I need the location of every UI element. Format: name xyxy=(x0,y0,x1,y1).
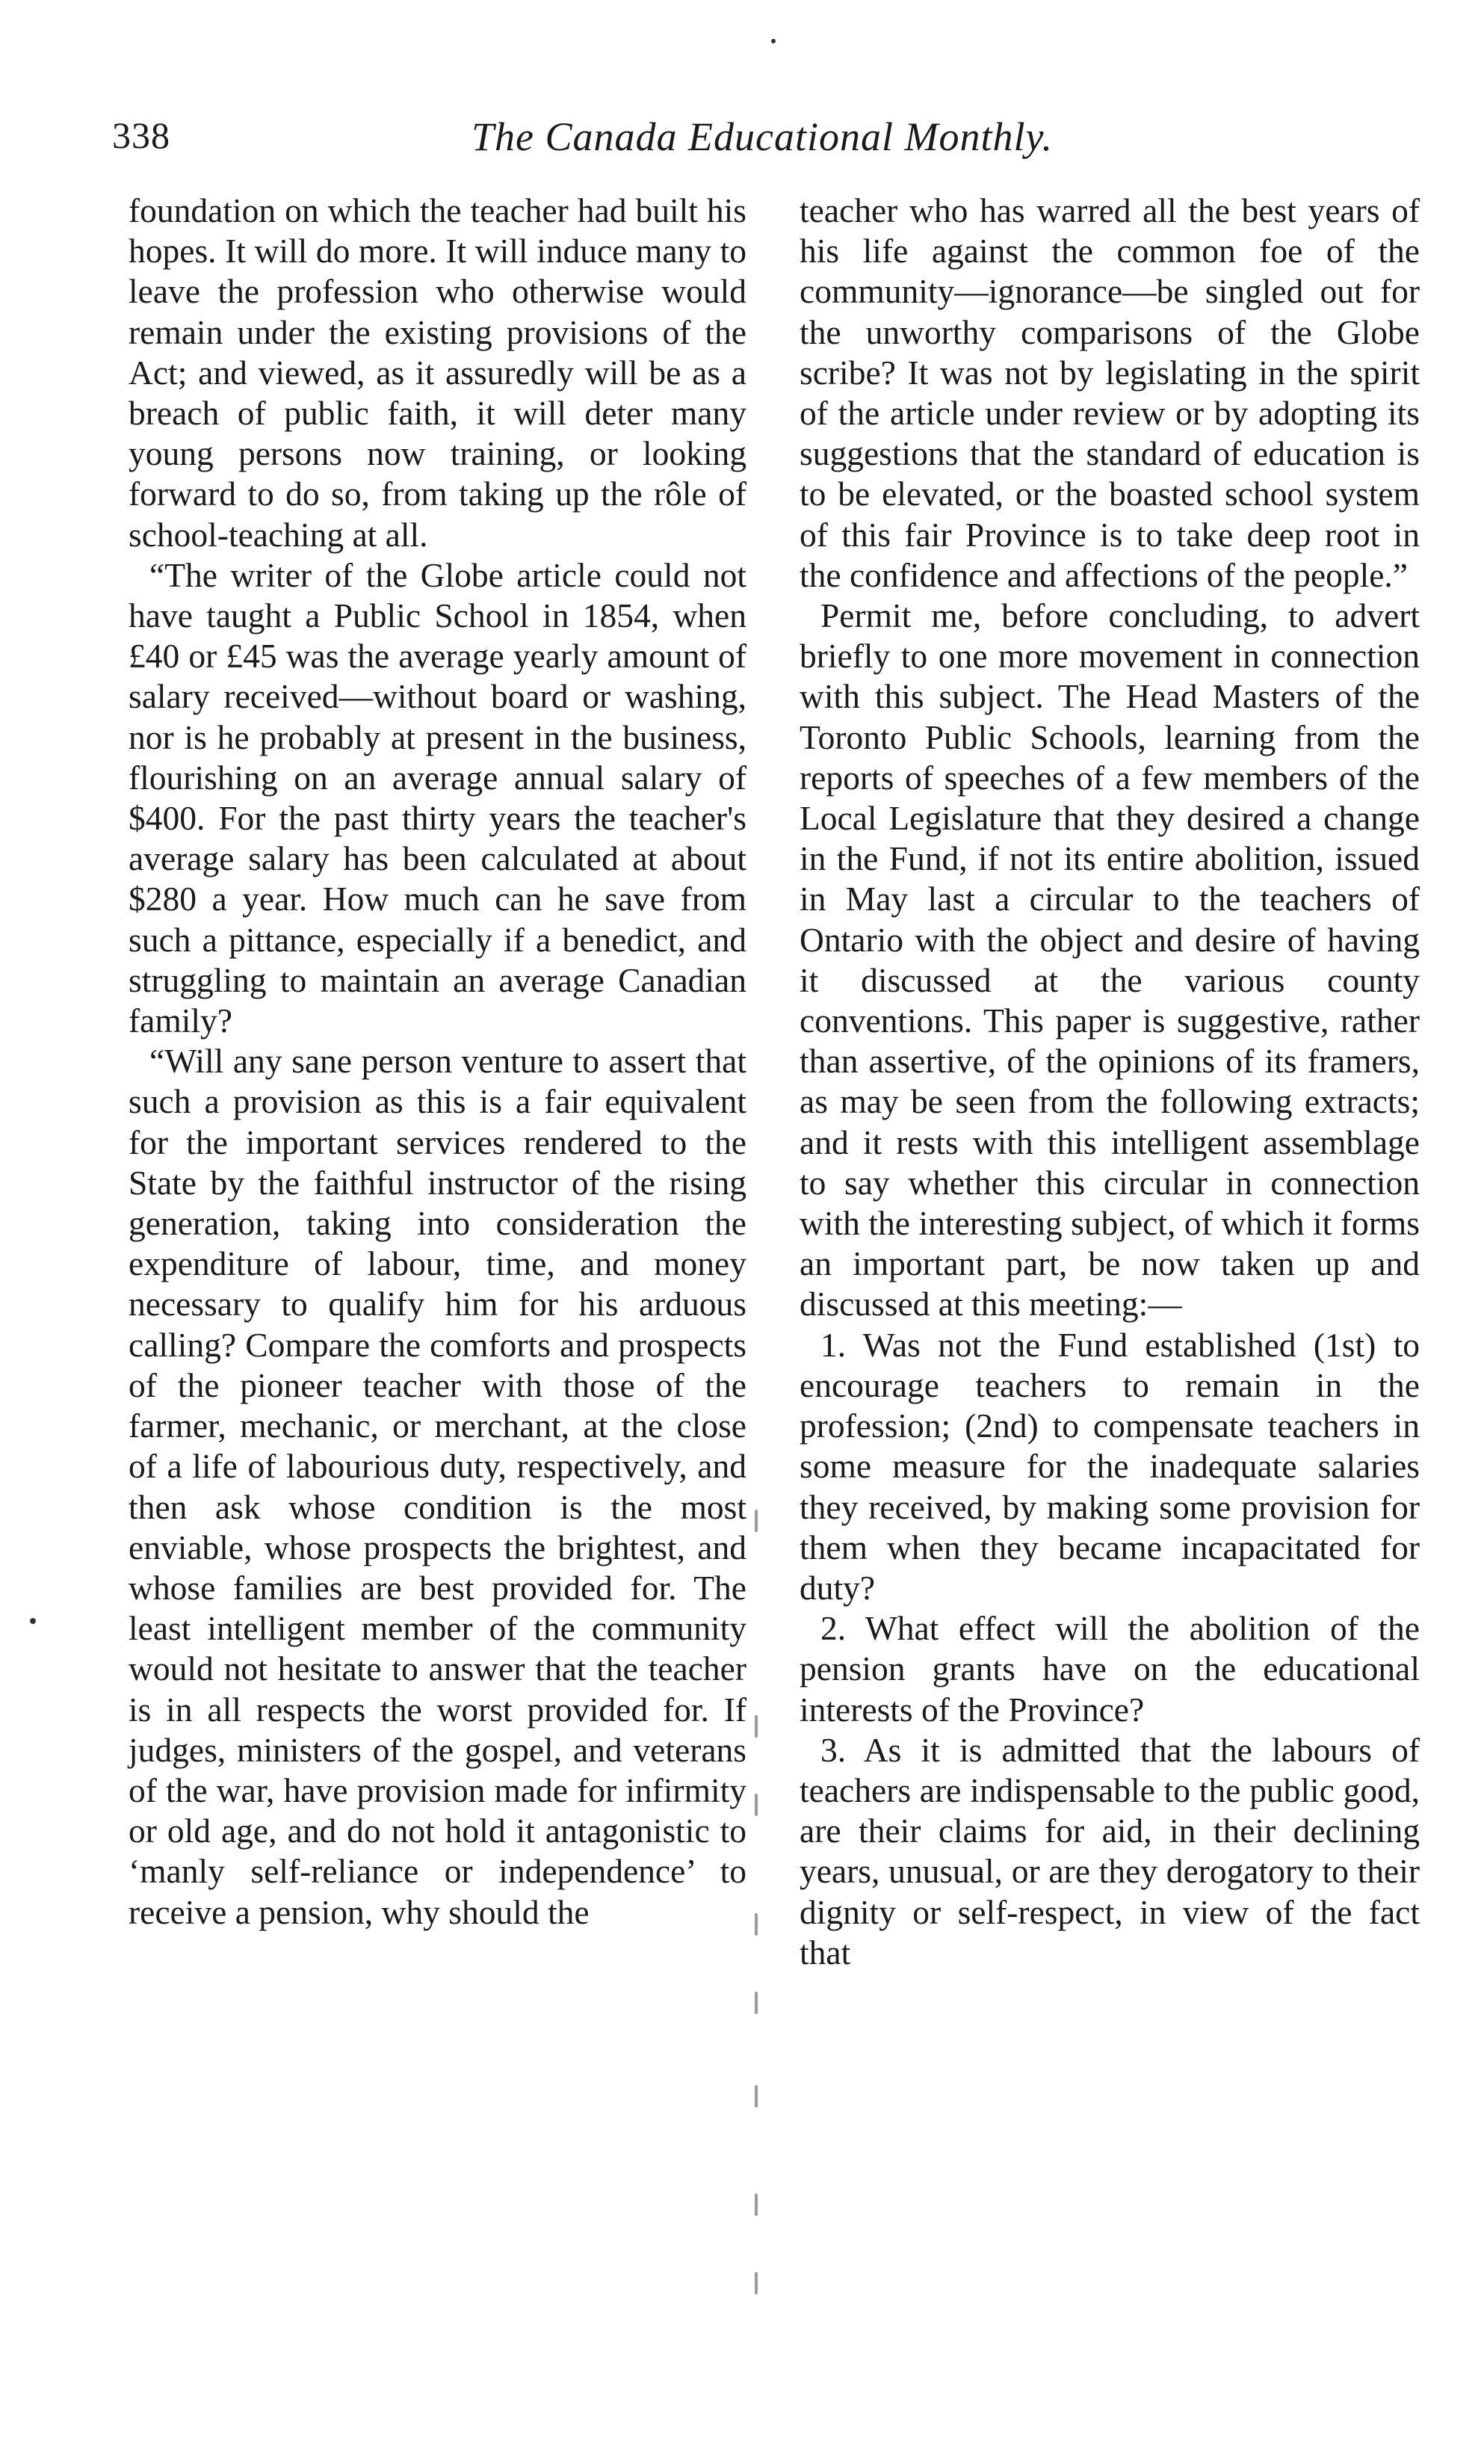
gutter-mark xyxy=(755,1992,758,2014)
gutter-mark xyxy=(755,1510,758,1532)
gutter-mark xyxy=(755,2272,758,2294)
gutter-mark xyxy=(755,1715,758,1738)
gutter-mark xyxy=(755,1794,758,1816)
gutter-mark xyxy=(755,1913,758,1936)
page-header xyxy=(112,114,1412,166)
right-paragraph-2: Permit me, before concluding, to advert briefly to one more movement in connection with this subject. The Head Masters of the Toronto Public Schools, learning from the reports of speeches of a few members of the Local Legislature that they desired a change in the Fund, if not its entire abolition, issued in May last a circular to the teachers of Ontario with the object and desire of having it discussed at the various county conventions. This paper is suggestive, rather than assertive, of the opinions of its framers, as may be seen from the following extracts; and it rests with this intelligent assemblage to say whether this circular in connection with the interesting subject, of which it forms an important part, be now taken up and discussed at this meeting:— xyxy=(800,596,1420,1324)
gutter-mark xyxy=(755,2193,758,2216)
left-paragraph-2: “The writer of the Globe article could not have taught a Public School in 1854, when £40 or £45 was the average yearly amount of salary received—without board or washing, nor is he probably at present in the business, flourishing on an average annual salary of $400. For the past thirty years the teacher's average salary has been calculated at about $280 a year. How much can he save from such a pittance, especially if a benedict, and struggling to maintain an average Canadian family? xyxy=(129,555,746,1040)
page-number: 338 xyxy=(112,114,170,156)
right-paragraph-1: teacher who has warred all the best years of his life against the common foe of the community—ignorance—be singled out for the unworthy comparisons of the Globe scribe? It was not by legislating in the spirit of the article under review or by adopting its suggestions that the standard of education is to be elevated, or the boasted school system of this fair Province is to take deep root in the confidence and affections of the people.” xyxy=(800,191,1420,594)
right-column xyxy=(800,191,1420,1973)
right-paragraph-4: 2. What effect will the abolition of the pension grants have on the educational interests of the Province? xyxy=(800,1609,1420,1729)
running-title: The Canada Educational Monthly. xyxy=(472,114,1053,159)
right-paragraph-5: 3. As it is admitted that the labours of teachers are indispensable to the public good, are their claims for aid, in their declining years, unusual, or are they derogatory to their dignity or self-respect, in view of the fact that xyxy=(800,1730,1420,1971)
right-paragraph-3: 1. Was not the Fund established (1st) to encourage teachers to remain in the profession; (2nd) to compensate teachers in some measure for the inadequate salaries they received, by making some provision for them when they became incapacitated for duty? xyxy=(800,1325,1420,1607)
top-speck xyxy=(771,39,776,43)
left-paragraph-1: foundation on which the teacher had built his hopes. It will do more. It will induce many to leave the profession who otherwise would remain under the existing provisions of the Act; and viewed, as it assuredly will be as a breach of public faith, it will deter many young persons now training, or looking forward to do so, from taking up the rôle of school-teaching at all. xyxy=(129,191,746,554)
left-paragraph-3: “Will any sane person venture to assert that such a provision as this is a fair equivalent for the important services rendered to the State by the faithful instructor of the rising generation, taking into consideration the expenditure of labour, time, and money necessary to qualify him for his arduous calling? Compare the comforts and prospects of the pioneer teacher with those of the farmer, mechanic, or merchant, at the close of a life of labourious duty, respectively, and then ask whose condition is the most enviable, whose prospects the brightest, and whose families are best provided for. The least intelligent member of the community would not hesitate to answer that the teacher is in all respects the worst provided for. If judges, ministers of the gospel, and veterans of the war, have provision made for infirmity or old age, and do not hold it antagonistic to ‘manly self-reliance or independence’ to receive a pension, why should the xyxy=(129,1042,746,1931)
left-column xyxy=(129,191,746,1933)
margin-dot xyxy=(30,1618,36,1624)
gutter-mark xyxy=(755,2085,758,2108)
